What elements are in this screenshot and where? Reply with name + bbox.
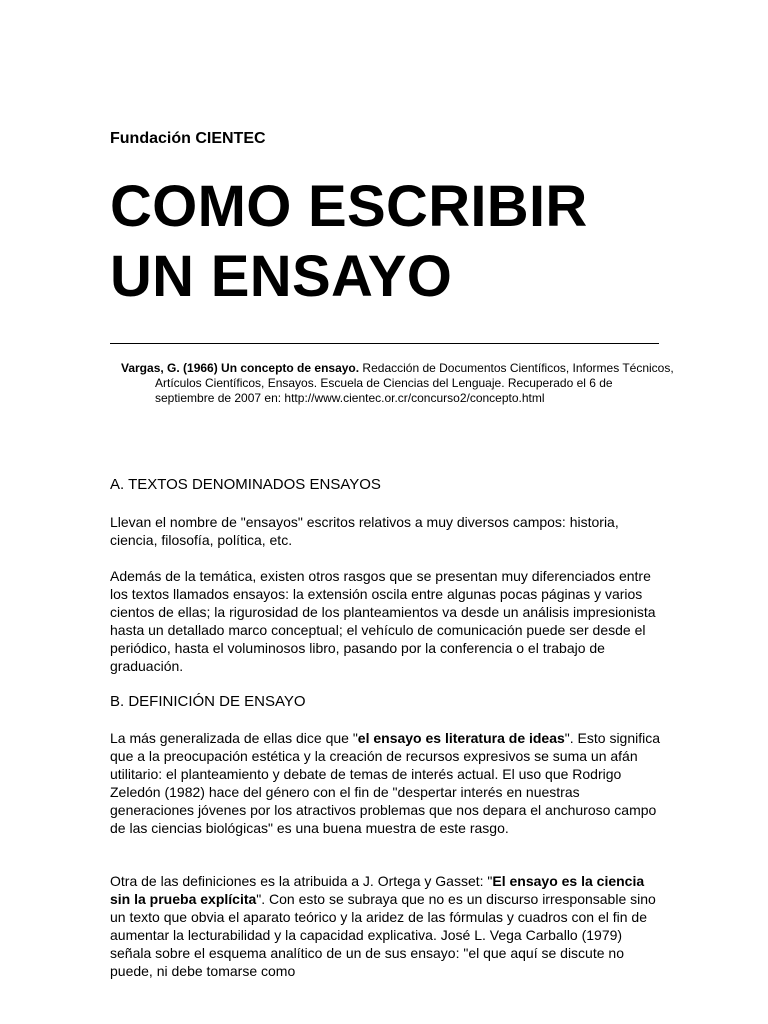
b-para2-end: ". Con esto se subraya que no es un discurso irresponsable sino un texto que obvia el aparato teórico y la aridez de las fórmulas y cuadros con el fin de aumentar la lecturabilidad y la capacidad explicativa. José L. Vega Carballo (1979) señala sobre el esquema analítico de un de sus ensayo: "el que aquí se discute no puede, ni debe tomarse como xyxy=(110,891,656,979)
b-para1-end: ". Esto significa que a la preocupación estética y la creación de recursos expresivos se suma un afán utilitario: el planteamiento y debate de temas de interés actual. El uso que Rodrigo Zeledón (1982) hace del género con el fin de "despertar interés en nuestras generaciones jóvenes por los atractivos problemas que nos depara el anchuroso campo de las ciencias biológicas" es una buena muestra de este rasgo. xyxy=(110,730,661,836)
citation-details: Redacción de Documentos Científicos, Informes Técnicos, Artículos Científicos, Ensayos. Escuela de Ciencias del Lenguaje. Recuperado el 6 de septiembre de 2007 en: http://www.cientec.or.cr/concurso2/concepto.html xyxy=(155,361,674,405)
title-line-1: COMO ESCRIBIR xyxy=(110,174,588,239)
b-para2-emphasis: El ensayo es la ciencia sin la prueba explícita xyxy=(110,873,645,907)
section-a-paragraph-1: Llevan el nombre de "ensayos" escritos relativos a muy diversos campos: historia, ciencia, filosofía, política, etc. xyxy=(110,514,619,548)
citation-author-title: Vargas, G. (1966) Un concepto de ensayo. xyxy=(121,361,360,375)
b-para1-start: La más generalizada de ellas dice que " xyxy=(110,730,358,746)
horizontal-rule xyxy=(110,343,659,344)
section-a-paragraph-2: Además de la temática, existen otros rasgos que se presentan muy diferenciados entre los textos llamados ensayos: la extensión oscila entre algunas pocas páginas y varios cientos de ellas; la rigurosidad de los planteamientos va desde un análisis impresionista hasta un detallado marco conceptual; el vehículo de comunicación puede ser desde el periódico, hasta el voluminosos libro, pasando por la conferencia o el trabajo de graduación. xyxy=(110,568,656,674)
b-para2-start: Otra de las definiciones es la atribuida a J. Ortega y Gasset: " xyxy=(110,873,493,889)
title-line-2: UN ENSAYO xyxy=(110,244,453,309)
citation-block xyxy=(121,361,675,406)
b-para1-emphasis: el ensayo es literatura de ideas xyxy=(357,730,565,746)
organization-name: Fundación CIENTEC xyxy=(110,130,266,147)
section-b-paragraph-2 xyxy=(110,872,665,980)
section-b-paragraph-1 xyxy=(110,729,665,837)
section-a-heading: A. TEXTOS DENOMINADOS ENSAYOS xyxy=(110,476,381,493)
document-title xyxy=(110,172,588,312)
section-b-heading: B. DEFINICIÓN DE ENSAYO xyxy=(110,693,306,710)
